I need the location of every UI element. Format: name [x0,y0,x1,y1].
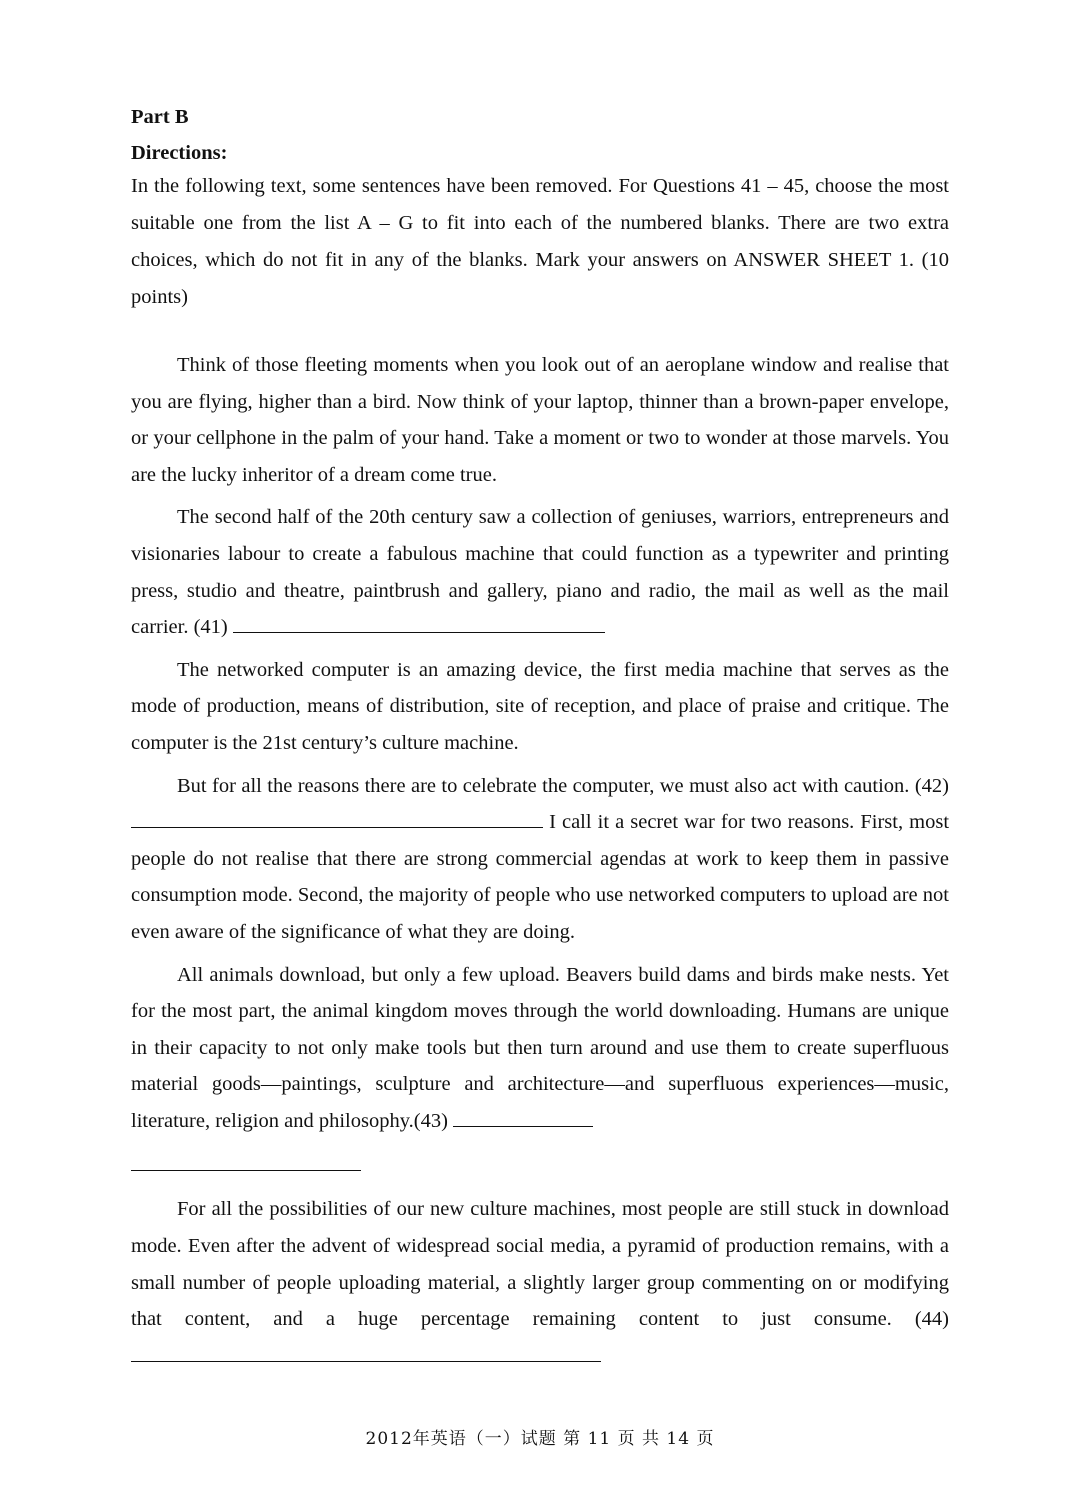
paragraph-4-text-before: But for all the reasons there are to celebrate the computer, we must also act with caution. [177,774,910,797]
paragraph-5 [131,957,949,1140]
paragraph-2 [131,499,949,645]
question-41-number: (41) [193,616,228,639]
paragraph-1: Think of those fleeting moments when you look out of an aeroplane window and realise that you are flying, higher than a bird. Now think of your laptop, thinner than a brown-paper envelope, or your cellphone in the palm of your hand. Take a moment or two to wonder at those marvels. You are the lucky inheritor of a dream come true. [131,354,949,486]
question-42-number: (42) [914,774,949,797]
answer-blank-44 [131,1341,601,1362]
page-footer: 2012年英语（一）试题 第 11 页 共 14 页 [365,1429,715,1449]
directions-text: In the following text, some sentences have been removed. For Questions 41 – 45, choose the most suitable one from the list A – G to fit into each of the numbered blanks. There are two extra choices, which do not fit in any of the blanks. Mark your answers on ANSWER SHEET 1. (10 points) [131,175,949,308]
answer-blank-43-continued [131,1169,361,1171]
answer-blank-41 [233,612,605,633]
paragraph-4 [131,768,949,951]
page-content [131,100,949,1374]
paragraph-2-text: The second half of the 20th century saw a collection of geniuses, warriors, entrepreneurs and visionaries labour to create a fabulous machine that could function as a typewriter and printing press, studio and theatre, paintbrush and gallery, piano and radio, the mail as well as the mail carrier. [131,506,949,639]
paragraph-5-text: All animals download, but only a few upload. Beavers build dams and birds make nests. Yet for the most part, the animal kingdom moves through the world downloading. Humans are unique in their capacity to not only make tools but then turn around and use them to create superfluous material goods—paintings, sculpture and architecture—and superfluous experiences—music, literature, religion and philosophy. [131,963,949,1132]
directions-label: Directions: [131,142,228,164]
paragraph-6-text: For all the possibilities of our new culture machines, most people are still stuck in download mode. Even after the advent of widespread social media, a pyramid of production remains, with a small number of people uploading material, a slightly larger group commenting on or modifying that content, and a huge percentage remaining content to just consume. [131,1198,949,1331]
question-44-number: (44) [914,1308,949,1331]
answer-blank-43 [453,1106,593,1127]
paragraph-3: The networked computer is an amazing device, the first media machine that serves as the mode of production, means of distribution, site of reception, and place of praise and critique. The computer is the 21st century’s culture machine. [131,658,949,754]
question-43-number: (43) [413,1109,448,1132]
paragraph-6 [131,1191,949,1374]
answer-blank-42 [131,807,543,828]
part-title: Part B [131,106,189,128]
paragraph-4-text-after: I call it a secret war for two reasons. First, most people do not realise that there are strong commercial agendas at work to keep them in passive consumption mode. Second, the majority of people who use networked computers to upload are not even aware of the significance of what they are doing. [131,811,950,943]
